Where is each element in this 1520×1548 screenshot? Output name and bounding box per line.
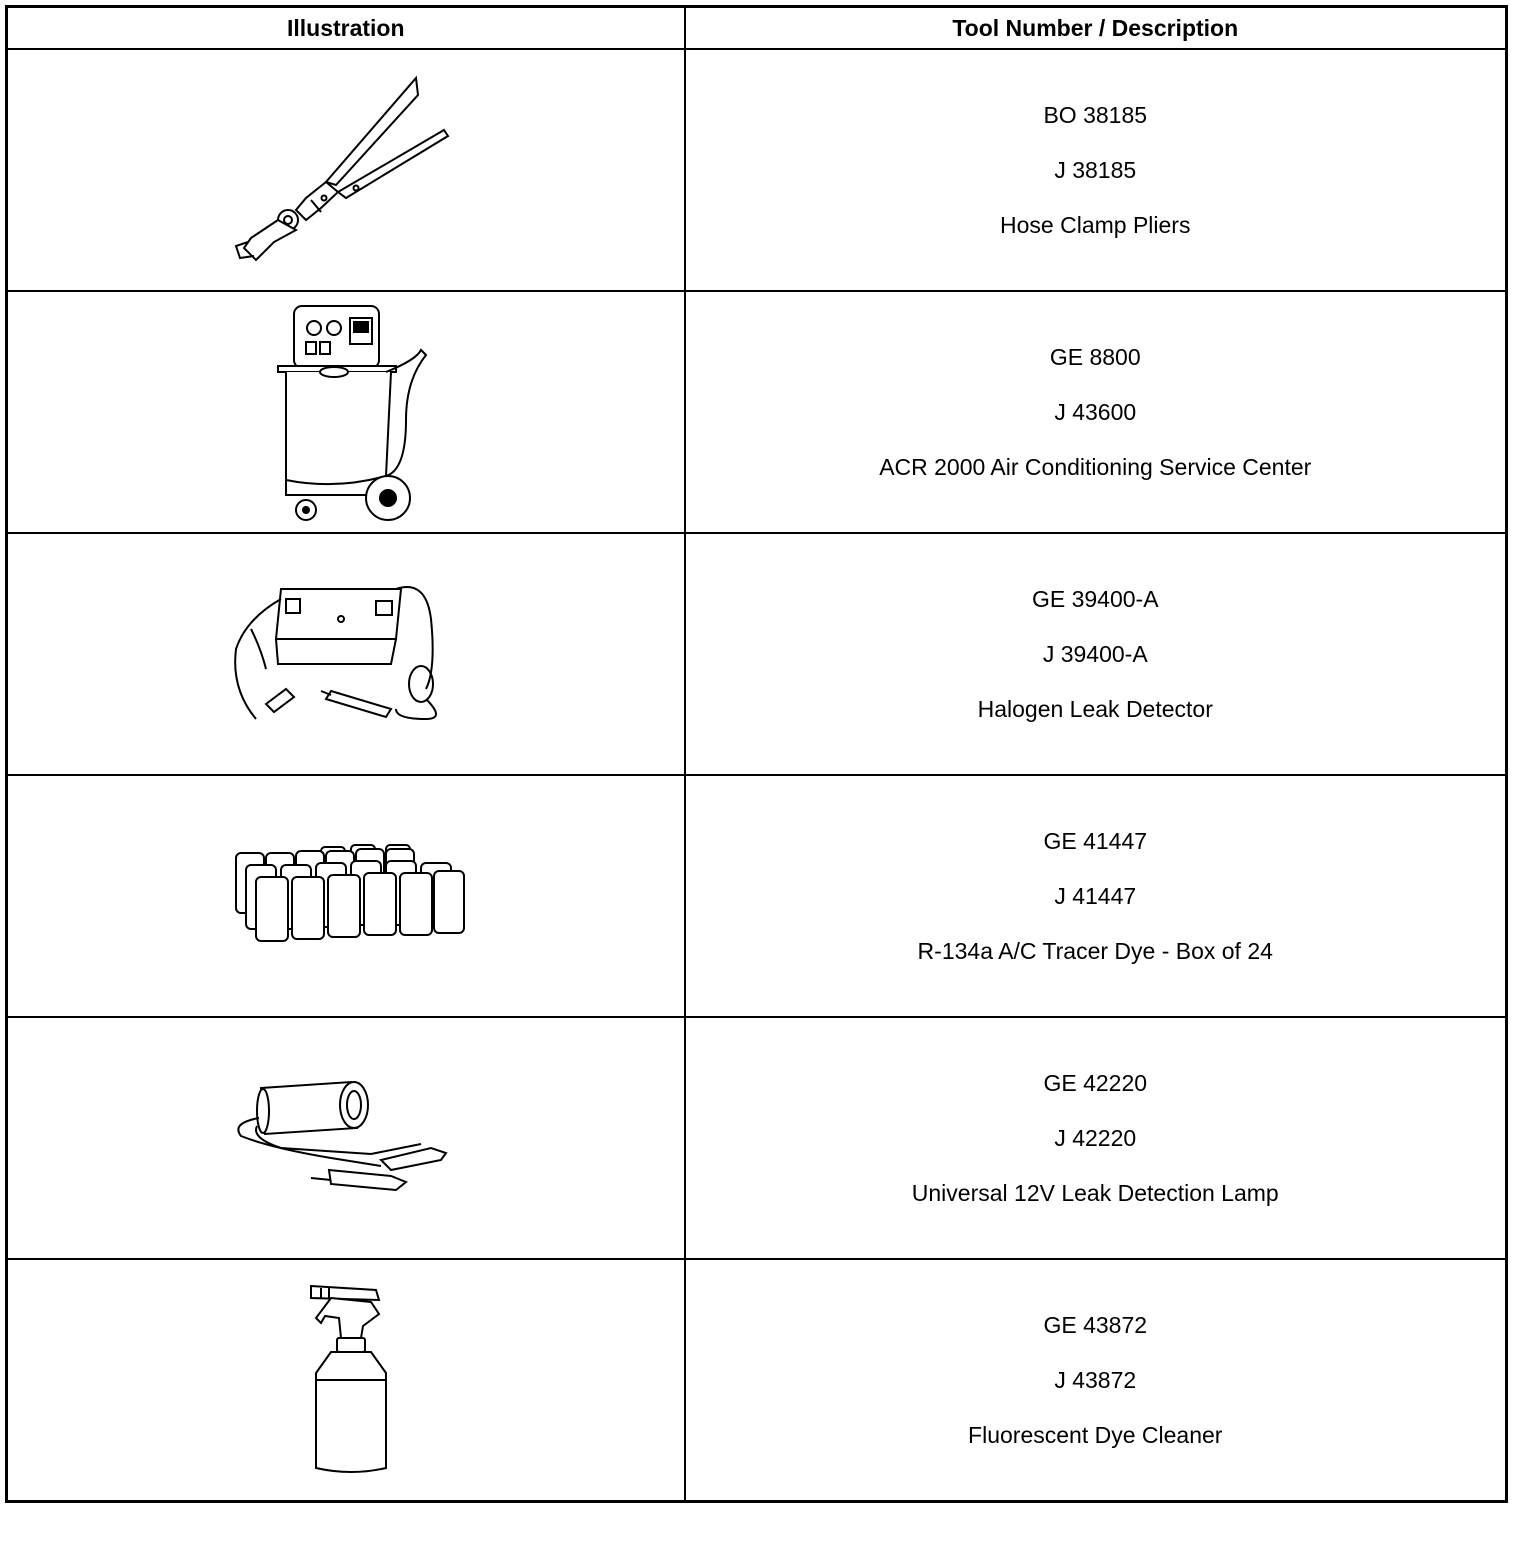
- table-row: [7, 1017, 1507, 1259]
- ac-service-center-icon: [256, 300, 436, 525]
- spray-bottle-icon: [291, 1278, 401, 1483]
- tool-description: ACR 2000 Air Conditioning Service Center: [879, 453, 1312, 480]
- leak-detection-lamp-icon: [231, 1078, 461, 1198]
- table-row: [7, 533, 1507, 775]
- tool-number-alternate: J 43872: [1054, 1366, 1137, 1393]
- tool-description: Hose Clamp Pliers: [1000, 211, 1191, 238]
- tool-description-cell: [685, 1259, 1507, 1502]
- tool-description: Universal 12V Leak Detection Lamp: [911, 1179, 1279, 1206]
- table-row: [7, 1259, 1507, 1502]
- tool-description-cell: [685, 291, 1507, 533]
- tracer-dye-box-icon: [226, 841, 466, 951]
- illustration-cell: [7, 775, 685, 1017]
- tool-number-alternate: J 41447: [1054, 882, 1137, 909]
- illustration-cell: [7, 49, 685, 291]
- tool-description-cell: [685, 1017, 1507, 1259]
- tool-number-alternate: J 38185: [1054, 156, 1137, 183]
- illustration-cell: [7, 1017, 685, 1259]
- hose-clamp-pliers-icon: [226, 70, 466, 270]
- table-row: [7, 291, 1507, 533]
- illustration-cell: [7, 291, 685, 533]
- illustration-cell: [7, 1259, 685, 1502]
- tool-description: Halogen Leak Detector: [977, 695, 1213, 722]
- header-tool-description: Tool Number / Description: [685, 7, 1507, 50]
- tool-number-primary: GE 43872: [1043, 1311, 1148, 1338]
- table-row: [7, 49, 1507, 291]
- table-header-row: [7, 7, 1507, 50]
- tool-description: Fluorescent Dye Cleaner: [968, 1421, 1223, 1448]
- halogen-leak-detector-icon: [226, 579, 466, 729]
- table-row: [7, 775, 1507, 1017]
- tool-number-primary: GE 39400-A: [1031, 585, 1159, 612]
- header-illustration: Illustration: [7, 7, 685, 50]
- tool-number-primary: GE 8800: [1049, 343, 1141, 370]
- special-tools-table: [5, 5, 1508, 1503]
- tool-description-cell: [685, 49, 1507, 291]
- tool-number-primary: GE 42220: [1043, 1069, 1148, 1096]
- tool-number-alternate: J 43600: [1054, 398, 1137, 425]
- tool-description-cell: [685, 775, 1507, 1017]
- tool-number-alternate: J 39400-A: [1042, 640, 1148, 667]
- tool-number-primary: GE 41447: [1043, 827, 1148, 854]
- illustration-cell: [7, 533, 685, 775]
- tool-number-primary: BO 38185: [1043, 101, 1148, 128]
- tool-description-cell: [685, 533, 1507, 775]
- tool-description: R-134a A/C Tracer Dye - Box of 24: [917, 937, 1273, 964]
- tool-number-alternate: J 42220: [1054, 1124, 1137, 1151]
